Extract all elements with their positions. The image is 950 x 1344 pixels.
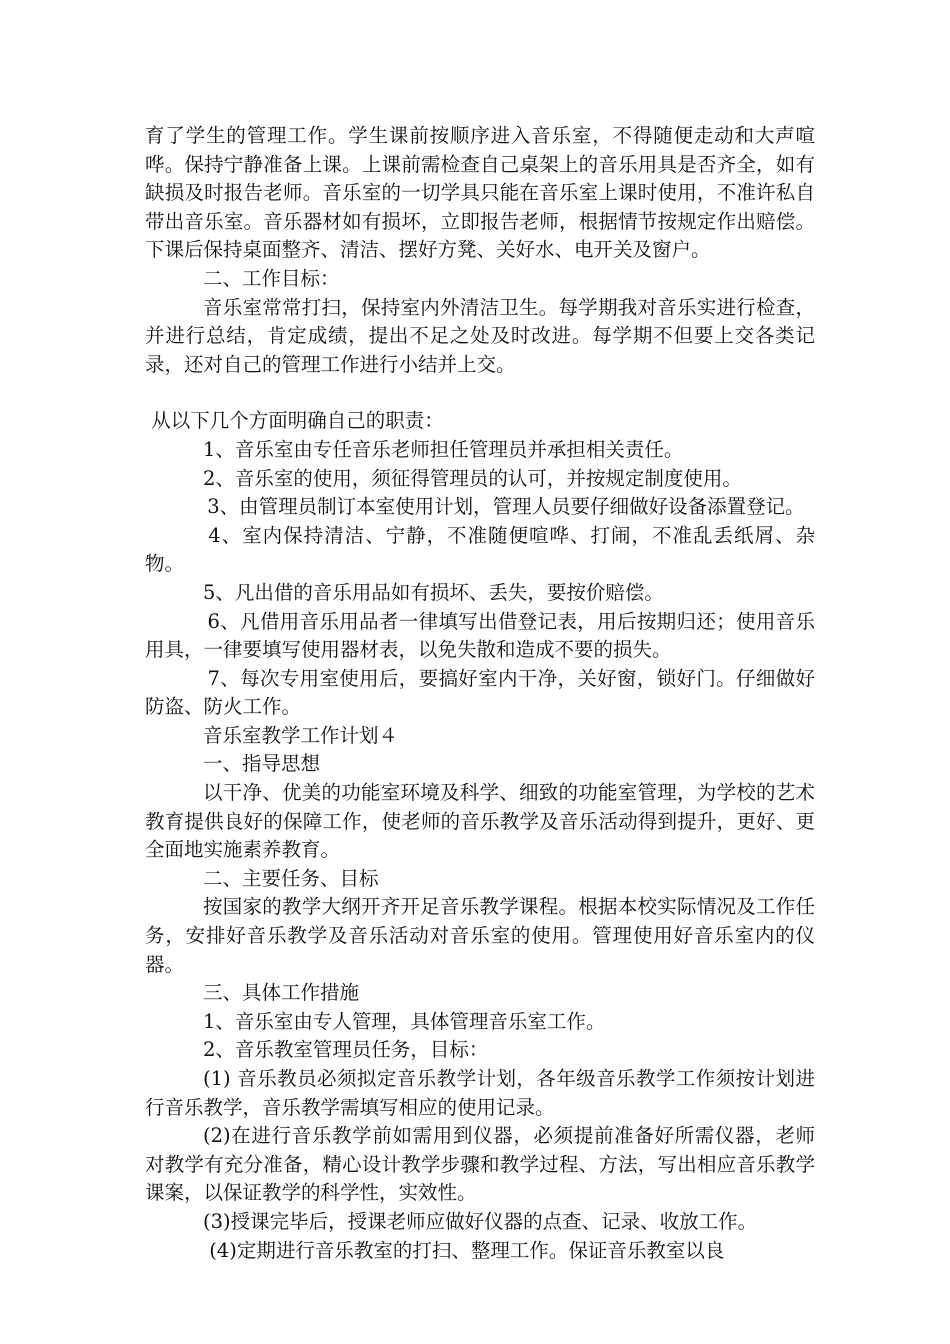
section-heading: 一、指导思想 [203,752,321,776]
list-item: 1、音乐室由专人管理，具体管理音乐室工作。 [203,1009,606,1033]
list-item: 4、室内保持清洁、宁静，不准随便喧哗、打闹，不准乱丢纸屑、杂物。 [145,523,815,576]
list-item: 1、音乐室由专任音乐老师担任管理员并承担相关责任。 [203,437,684,461]
document-title: 音乐室教学工作计划４ [203,723,399,747]
list-item: (2)在进行音乐教学前如需用到仪器，必须提前准备好所需仪器，老师对教学有充分准备，精心设计教学步骤和教学过程、方法，写出相应音乐教学课案，以保证教学的科学性，实效性。 [145,1124,815,1205]
blank-line [145,379,815,407]
section-heading: 三、具体工作措施 [203,981,360,1005]
paragraph: 按国家的教学大纲开齐开足音乐教学课程。根据本校实际情况及工作任务，安排好音乐教学及音乐活动对音乐室的使用。管理使用好音乐室内的仪器。 [145,895,815,976]
list-item: 5、凡出借的音乐用品如有损坏、丢失，要按价赔偿。 [203,580,664,604]
paragraph: 育了学生的管理工作。学生课前按顺序进入音乐室，不得随便走动和大声喧哗。保持宁静准备上课。上课前需检查自己桌架上的音乐用具是否齐全，如有缺损及时报告老师。音乐室的一切学具只能在音乐室上课时使用，不准许私自带出音乐室。音乐器材如有损坏，立即报告老师，根据情节按规定作出赔偿。下课后保持桌面整齐、清洁、摆好方凳、关好水、电开关及窗户。 [145,124,815,262]
paragraph: 从以下几个方面明确自己的职责： [145,409,444,433]
list-item: (4)定期进行音乐教室的打扫、整理工作。保证音乐教室以良 [203,1238,725,1262]
document-page [145,122,815,1265]
list-item: 2、音乐教室管理员任务，目标： [203,1038,489,1062]
list-item: 3、由管理员制订本室使用计划，管理人员要仔细做好设备添置登记。 [201,495,805,519]
paragraph: 音乐室常常打扫，保持室内外清洁卫生。每学期我对音乐实进行检查，并进行总结，肯定成绩，提出不足之处及时改进。每学期不但要上交各类记录，还对自己的管理工作进行小结并上交。 [145,295,815,376]
list-item: 6、凡借用音乐用品者一律填写出借登记表，用后按期归还；使用音乐用具，一律要填写使用器材表，以免失散和造成不要的损失。 [145,609,815,662]
list-item: (1) 音乐教员必须拟定音乐教学计划，各年级音乐教学工作须按计划进行音乐教学，音乐教学需填写相应的使用记录。 [145,1067,815,1119]
section-heading: 二、主要任务、目标 [203,866,379,890]
list-item: (3)授课完毕后，授课老师应做好仪器的点查、记录、收放工作。 [203,1209,758,1233]
paragraph: 以干净、优美的功能室环境及科学、细致的功能室管理，为学校的艺术教育提供良好的保障工作，使老师的音乐教学及音乐活动得到提升，更好、更全面地实施素养教育。 [145,781,815,862]
list-item: 7、每次专用室使用后，要搞好室内干净，关好窗，锁好门。仔细做好防盗、防火工作。 [145,666,815,719]
section-heading: 二、工作目标： [203,266,340,290]
list-item: 2、音乐室的使用，须征得管理员的认可，并按规定制度使用。 [203,466,742,490]
